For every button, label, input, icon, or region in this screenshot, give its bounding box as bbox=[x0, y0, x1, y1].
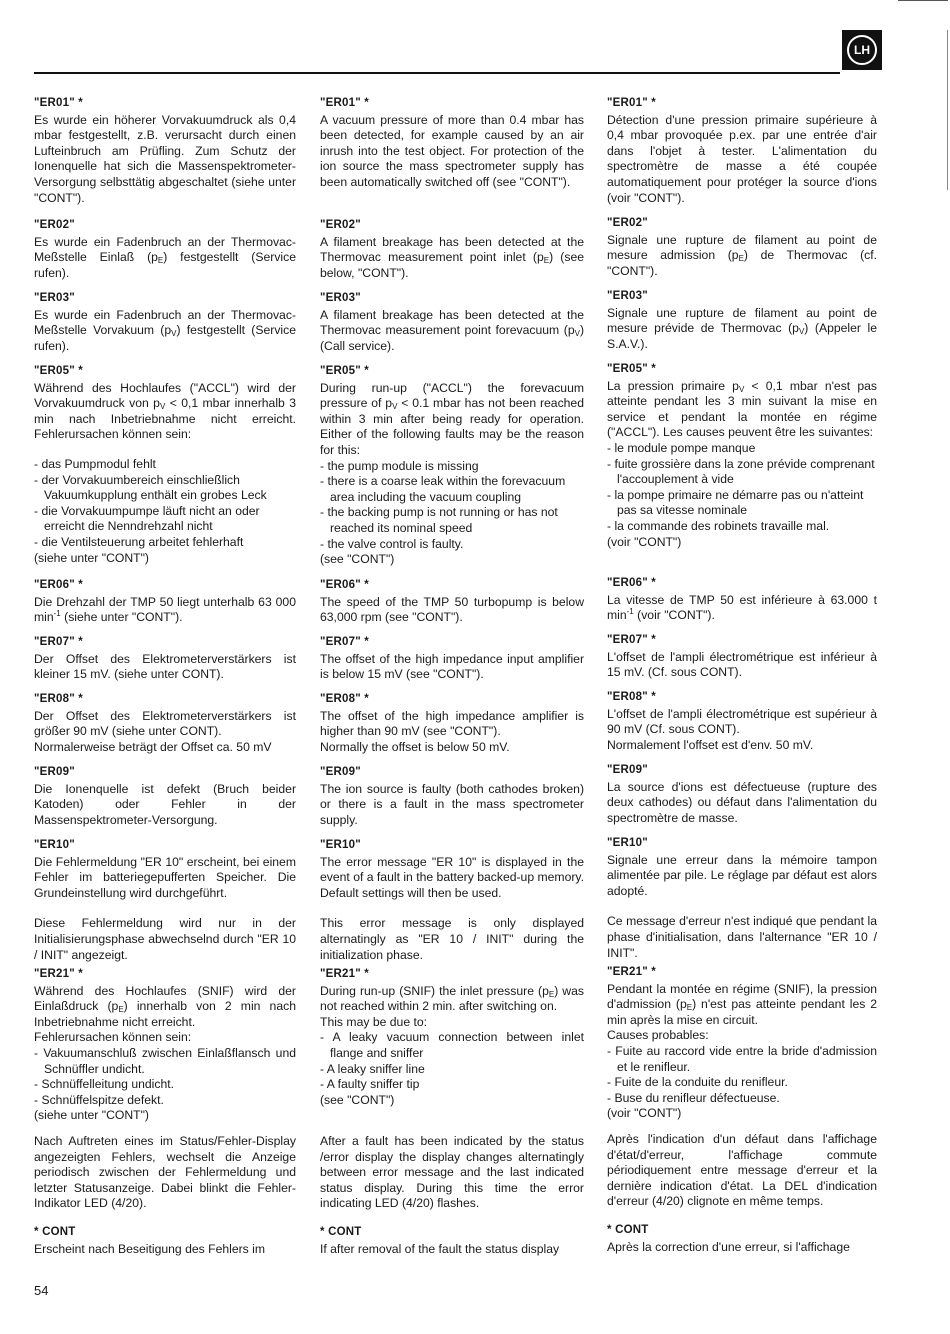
er07-section bbox=[320, 635, 584, 683]
er02-section bbox=[320, 218, 584, 281]
error-code: "ER02" bbox=[607, 217, 648, 229]
list-item: - there is a coarse leak within the forevacuum area including the vacuum coupling bbox=[320, 474, 566, 504]
error-code: "ER03" bbox=[320, 292, 361, 304]
error-code: "ER02" bbox=[320, 219, 361, 231]
list-item: - Schnüffelleitung undicht. bbox=[34, 1077, 175, 1092]
after-fault-section bbox=[607, 1132, 877, 1210]
error-code: "ER08" * bbox=[34, 693, 83, 705]
er21-section bbox=[320, 967, 584, 1108]
subscript: E bbox=[686, 1003, 693, 1013]
subscript: V bbox=[798, 327, 805, 337]
error-note: Ce message d'erreur n'est indiqué que pendant la phase d'initialisation, dans l'alternance "ER 10 / INIT". bbox=[607, 914, 877, 960]
see-reference: (see "CONT") bbox=[320, 552, 395, 567]
error-description bbox=[607, 593, 877, 624]
er09-section bbox=[607, 763, 877, 826]
error-description bbox=[607, 982, 877, 1029]
error-code: "ER06" * bbox=[34, 579, 83, 591]
paragraph: Nach Auftreten eines im Status/Fehler-Display angezeigten Fehlers, wechselt die Anzeige periodisch zwischen der Fehlermeldung und letzter Statusanzeige. Dabei blinkt die Fehler-Indikator LED (4/20). bbox=[34, 1134, 296, 1211]
error-code: "ER10" bbox=[34, 839, 75, 851]
text-part: Während des Hochlaufes ("ACCL") wird der Vorvakuumdruck von p bbox=[34, 380, 296, 411]
cont-section bbox=[607, 1223, 877, 1255]
causes-intro: This may be due to: bbox=[320, 1014, 428, 1029]
cont-section bbox=[320, 1225, 584, 1257]
text-part: A filament breakage has been detected at the Thermovac measurement point forevacuum (p bbox=[320, 307, 584, 338]
error-description: The offset of the high impedance input amplifier is below 15 mV (see "CONT"). bbox=[320, 651, 584, 682]
text-part: ) innerhalb von 2 min nach Inbetriebnahme nicht erreicht. bbox=[34, 999, 296, 1029]
error-code: "ER01" * bbox=[320, 97, 369, 109]
list-item: - das Pumpmodul fehlt bbox=[34, 456, 156, 471]
list-item: - Schnüffelspitze defekt. bbox=[34, 1092, 164, 1107]
error-description bbox=[34, 595, 296, 626]
error-code: "ER05" * bbox=[34, 365, 83, 377]
error-description bbox=[34, 308, 296, 355]
subscript: V bbox=[738, 384, 745, 394]
text-part: ) festgestellt (Service rufen). bbox=[34, 250, 296, 280]
error-code: "ER10" bbox=[320, 839, 361, 851]
er05-section bbox=[34, 364, 296, 566]
superscript: -1 bbox=[53, 609, 61, 619]
error-description: The ion source is faulty (both cathodes broken) or there is a fault in the mass spectrometer supply. bbox=[320, 781, 584, 827]
er06-section bbox=[320, 578, 584, 626]
text-part: < 0,1 mbar innerhalb 3 min nach Inbetriebnahme nicht erreicht. Fehlerursachen können sein: bbox=[34, 396, 296, 442]
error-code: "ER05" * bbox=[607, 363, 656, 375]
er09-section bbox=[34, 765, 296, 828]
error-description bbox=[34, 984, 296, 1031]
cont-heading: * CONT bbox=[320, 1226, 362, 1238]
text-part: During run-up (SNIF) the inlet pressure (p bbox=[320, 983, 549, 998]
error-description: A vacuum pressure of more than 0.4 mbar has been detected, for example caused by an air inrush into the test object. For protection of the ion source the mass spectrometer supply has been automatically switched off (see "CONT"). bbox=[320, 112, 584, 189]
er03-section bbox=[320, 291, 584, 354]
corner-mark bbox=[898, 0, 948, 7]
list-item: - der Vorvakuumbereich einschließlich Vakuumkupplung enthält ein grobes Leck bbox=[34, 472, 267, 503]
error-description bbox=[607, 233, 877, 280]
subscript: E bbox=[543, 256, 550, 266]
text-part: < 0,1 mbar n'est pas atteinte pendant les 3 min suivant la mise en service et pendant la montée en régime ("ACCL"). Les causes peuvent être les suivantes: bbox=[607, 378, 878, 440]
text-part: During run-up ("ACCL") the forevacuum pressure of p bbox=[320, 380, 584, 411]
er10-section bbox=[320, 838, 584, 963]
after-fault-section bbox=[320, 1134, 584, 1212]
text-part: Es wurde ein Fadenbruch an der Thermovac-Meßstelle Einlaß (p bbox=[34, 234, 296, 265]
subscript: V bbox=[171, 329, 177, 339]
error-description bbox=[320, 308, 584, 355]
superscript: -1 bbox=[626, 607, 634, 617]
er03-section bbox=[34, 291, 296, 354]
see-reference: (siehe unter "CONT") bbox=[34, 1108, 149, 1123]
text-part: ) (see below, "CONT"). bbox=[320, 250, 585, 280]
error-note: Normalerweise beträgt der Offset ca. 50 mV bbox=[34, 739, 272, 754]
cont-heading: * CONT bbox=[34, 1226, 76, 1238]
text-part: ) (Call service). bbox=[320, 323, 584, 353]
text-part: La pression primaire p bbox=[607, 378, 739, 393]
text-part: ) (Appeler le S.A.V.). bbox=[607, 321, 877, 351]
text-part: ) was not reached within 2 min. after switching on. bbox=[320, 983, 584, 1014]
error-note: Normally the offset is below 50 mV. bbox=[320, 739, 510, 754]
error-code: "ER21" * bbox=[320, 968, 369, 980]
text-part: (siehe unter "CONT"). bbox=[60, 610, 183, 625]
error-description: The offset of the high impedance amplifier is higher than 90 mV (see "CONT"). bbox=[320, 708, 584, 739]
er01-section bbox=[320, 96, 584, 191]
list-item: - le module pompe manque bbox=[607, 440, 756, 455]
see-reference: (voir "CONT") bbox=[607, 534, 682, 549]
error-code: "ER03" bbox=[34, 292, 75, 304]
margin-line bbox=[947, 30, 948, 190]
error-code: "ER21" * bbox=[34, 968, 83, 980]
text-part: < 0.1 mbar has not been reached within 3 min after being ready for operation. Either of the following faults may be the reason for this: bbox=[320, 396, 584, 457]
error-code: "ER21" * bbox=[607, 966, 656, 978]
error-code: "ER06" * bbox=[607, 577, 656, 589]
subscript: E bbox=[548, 989, 555, 999]
error-code: "ER09" bbox=[34, 766, 75, 778]
list-item: - die Vorvakuumpumpe läuft nicht an oder erreicht die Nenndrehzahl nicht bbox=[34, 503, 260, 534]
er02-section bbox=[34, 218, 296, 281]
causes-intro: Causes probables: bbox=[607, 1028, 709, 1043]
er03-section bbox=[607, 289, 877, 352]
error-code: "ER05" * bbox=[320, 365, 369, 377]
error-code: "ER07" * bbox=[34, 636, 83, 648]
error-code: "ER06" * bbox=[320, 579, 369, 591]
error-code: "ER08" * bbox=[320, 693, 369, 705]
list-item: - la commande des robinets travaille mal. bbox=[607, 518, 830, 533]
text-part: Pendant la montée en régime (SNIF), la pression d'admission (p bbox=[607, 981, 877, 1012]
error-description: Die Ionenquelle ist defekt (Bruch beider Katoden) oder Fehler in der Massenspektrometer-Versorgung. bbox=[34, 781, 296, 827]
er06-section bbox=[34, 578, 296, 626]
see-reference: (siehe unter "CONT") bbox=[34, 550, 149, 565]
error-description: The speed of the TMP 50 turbopump is below 63,000 rpm (see "CONT"). bbox=[320, 594, 584, 625]
error-description: The error message "ER 10" is displayed in the event of a fault in the battery backed-up memory. Default settings will then be used. bbox=[320, 854, 584, 900]
subscript: V bbox=[392, 402, 398, 412]
error-code: "ER09" bbox=[607, 764, 648, 776]
subscript: E bbox=[738, 254, 744, 264]
error-description: Die Fehlermeldung "ER 10" erscheint, bei einem Fehler im batteriegepufferten Speicher. Die Grundeinstellung wird durchgeführt. bbox=[34, 854, 296, 900]
error-description: Der Offset des Elektrometerverstärkers ist kleiner 15 mV. (siehe unter CONT). bbox=[34, 651, 296, 682]
list-item: - la pompe primaire ne démarre pas ou n'atteint pas sa vitesse nominale bbox=[607, 487, 864, 518]
error-code: "ER07" * bbox=[607, 634, 656, 646]
error-description: L'offset de l'ampli électrométrique est inférieur à 15 mV. (Cf. sous CONT). bbox=[607, 649, 877, 680]
er05-section bbox=[607, 362, 877, 550]
error-description: La source d'ions est défectueuse (rupture des deux cathodes) ou défaut dans l'alimentation du spectromètre de masse. bbox=[607, 779, 877, 825]
er06-section bbox=[607, 576, 877, 624]
error-description bbox=[607, 379, 877, 441]
list-item: - Vakuumanschluß zwischen Einlaßflansch und Schnüffler undicht. bbox=[34, 1045, 296, 1076]
error-code: "ER08" * bbox=[607, 691, 656, 703]
er21-section bbox=[34, 967, 296, 1124]
cont-section bbox=[34, 1225, 296, 1257]
error-description: Détection d'une pression primaire supérieure à 0,4 mbar provoquée p.ex. par une entrée d'air dans l'objet à tester. L'alimentation du spectromètre de masse a été coupée automatiquement pour protéger la source d'ions (voir "CONT"). bbox=[607, 112, 877, 205]
er07-section bbox=[607, 633, 877, 681]
er10-section bbox=[34, 838, 296, 963]
cont-heading: * CONT bbox=[607, 1224, 649, 1236]
er08-section bbox=[34, 692, 296, 755]
causes-intro: Fehlerursachen können sein: bbox=[34, 1030, 192, 1045]
list-item: - Buse du renifleur défectueuse. bbox=[607, 1090, 780, 1105]
list-item: - die Ventilsteuerung arbeitet fehlerhaft bbox=[34, 534, 244, 549]
list-item: - the pump module is missing bbox=[320, 458, 479, 473]
list-item: - A faulty sniffer tip bbox=[320, 1077, 420, 1092]
er07-section bbox=[34, 635, 296, 683]
error-description bbox=[320, 984, 584, 1015]
list-item: - Fuite au raccord vide entre la bride d'admission et le renifleur. bbox=[607, 1043, 877, 1074]
er10-section bbox=[607, 836, 877, 961]
error-description: Es wurde ein höherer Vorvakuumdruck als 0,4 mbar festgestellt, z.B. verursacht durch einen Lufteinbruch am Prüfling. Zum Schutz der Ionenquelle hat sich die Massenspektrometer-Versorgung selbsttätig abgeschaltet (siehe unter "CONT"). bbox=[34, 112, 296, 205]
er02-section bbox=[607, 216, 877, 279]
list-item: - A leaky vacuum connection between inlet flange and sniffer bbox=[320, 1030, 584, 1060]
error-note: Normalement l'offset est d'env. 50 mV. bbox=[607, 737, 814, 752]
company-logo bbox=[842, 30, 882, 70]
list-item: - the valve control is faulty. bbox=[320, 536, 464, 551]
error-code: "ER07" * bbox=[320, 636, 369, 648]
error-code: "ER02" bbox=[34, 219, 75, 231]
text-part: Signale une rupture de filament au point de mesure admission (p bbox=[607, 232, 877, 263]
text-part: ) n'est pas atteinte pendant les 2 min après la mise en circuit. bbox=[607, 997, 878, 1027]
error-description: L'offset de l'ampli électrométrique est supérieur à 90 mV (Cf. sous CONT). bbox=[607, 706, 877, 737]
error-code: "ER09" bbox=[320, 766, 361, 778]
text-part: Es wurde ein Fadenbruch an der Thermovac-Meßstelle Vorvakuum (p bbox=[34, 307, 296, 338]
text-part: (voir "CONT"). bbox=[633, 608, 715, 623]
text-part: ) festgestellt (Service rufen). bbox=[34, 323, 296, 353]
text-part: A filament breakage has been detected at the Thermovac measurement point inlet (p bbox=[320, 234, 584, 265]
list-item: - the backing pump is not running or has not reached its nominal speed bbox=[320, 505, 558, 535]
see-reference: (see "CONT") bbox=[320, 1092, 395, 1107]
subscript: E bbox=[118, 1005, 124, 1015]
error-note: This error message is only displayed alternatingly as "ER 10 / INIT" during the initialization phase. bbox=[320, 916, 584, 962]
text-part: ) de Thermovac (cf. "CONT"). bbox=[607, 248, 877, 278]
page-number: 54 bbox=[34, 1283, 49, 1298]
error-description bbox=[320, 235, 584, 282]
after-fault-section bbox=[34, 1134, 296, 1212]
see-reference: (voir "CONT") bbox=[607, 1106, 682, 1121]
paragraph: After a fault has been indicated by the status /error display the display changes alternatingly between error message and the last indicated status display. During this time the error indicating LED (4/20) flashes. bbox=[320, 1134, 584, 1211]
list-item: - Fuite de la conduite du renifleur. bbox=[607, 1075, 788, 1090]
error-description bbox=[34, 235, 296, 282]
subscript: E bbox=[157, 256, 164, 266]
er08-section bbox=[607, 690, 877, 753]
text-part: Während des Hochlaufes (SNIF) wird der Einlaßdruck (p bbox=[34, 983, 296, 1014]
text-part: Die Drehzahl der TMP 50 liegt unterhalb 63 000 min bbox=[34, 594, 296, 625]
paragraph: Erscheint nach Beseitigung des Fehlers im bbox=[34, 1241, 266, 1256]
error-description bbox=[34, 381, 296, 443]
er09-section bbox=[320, 765, 584, 828]
error-note: Diese Fehlermeldung wird nur in der Initialisierungsphase abwechselnd durch "ER 10 / INIT" angezeigt. bbox=[34, 916, 296, 962]
error-code: "ER01" * bbox=[607, 97, 656, 109]
error-description bbox=[607, 306, 877, 353]
error-code: "ER01" * bbox=[34, 97, 83, 109]
er05-section bbox=[320, 364, 584, 568]
logo-mark: LH bbox=[847, 35, 877, 65]
er01-section bbox=[34, 96, 296, 206]
paragraph: If after removal of the fault the status display bbox=[320, 1241, 560, 1256]
error-description bbox=[320, 381, 584, 459]
list-item: - A leaky sniffer line bbox=[320, 1061, 425, 1076]
er08-section bbox=[320, 692, 584, 755]
er01-section bbox=[607, 96, 877, 206]
error-description: Der Offset des Elektrometerverstärkers ist größer 90 mV (siehe unter CONT). bbox=[34, 708, 296, 739]
text-part: La vitesse de TMP 50 est inférieure à 63.000 t min bbox=[607, 592, 877, 623]
error-description: Signale une erreur dans la mémoire tampon alimentée par pile. Le réglage par défaut est alors adopté. bbox=[607, 852, 877, 898]
text-part: Signale une rupture de filament au point de mesure prévide de Thermovac (p bbox=[607, 305, 877, 336]
er21-section bbox=[607, 965, 877, 1122]
paragraph: Après l'indication d'un défaut dans l'affichage d'état/d'erreur, l'affichage commute périodiquement entre message d'erreur et la dernière indication d'état. La DEL d'indication d'erreur (4/20) clignote en même temps. bbox=[607, 1132, 877, 1209]
header-rule bbox=[34, 72, 840, 74]
error-code: "ER03" bbox=[607, 290, 648, 302]
list-item: - fuite grossière dans la zone prévide comprenant l'accouplement à vide bbox=[607, 456, 875, 487]
subscript: V bbox=[574, 329, 580, 339]
error-code: "ER10" bbox=[607, 837, 648, 849]
paragraph: Après la correction d'une erreur, si l'affichage bbox=[607, 1239, 850, 1254]
subscript: V bbox=[159, 402, 166, 412]
